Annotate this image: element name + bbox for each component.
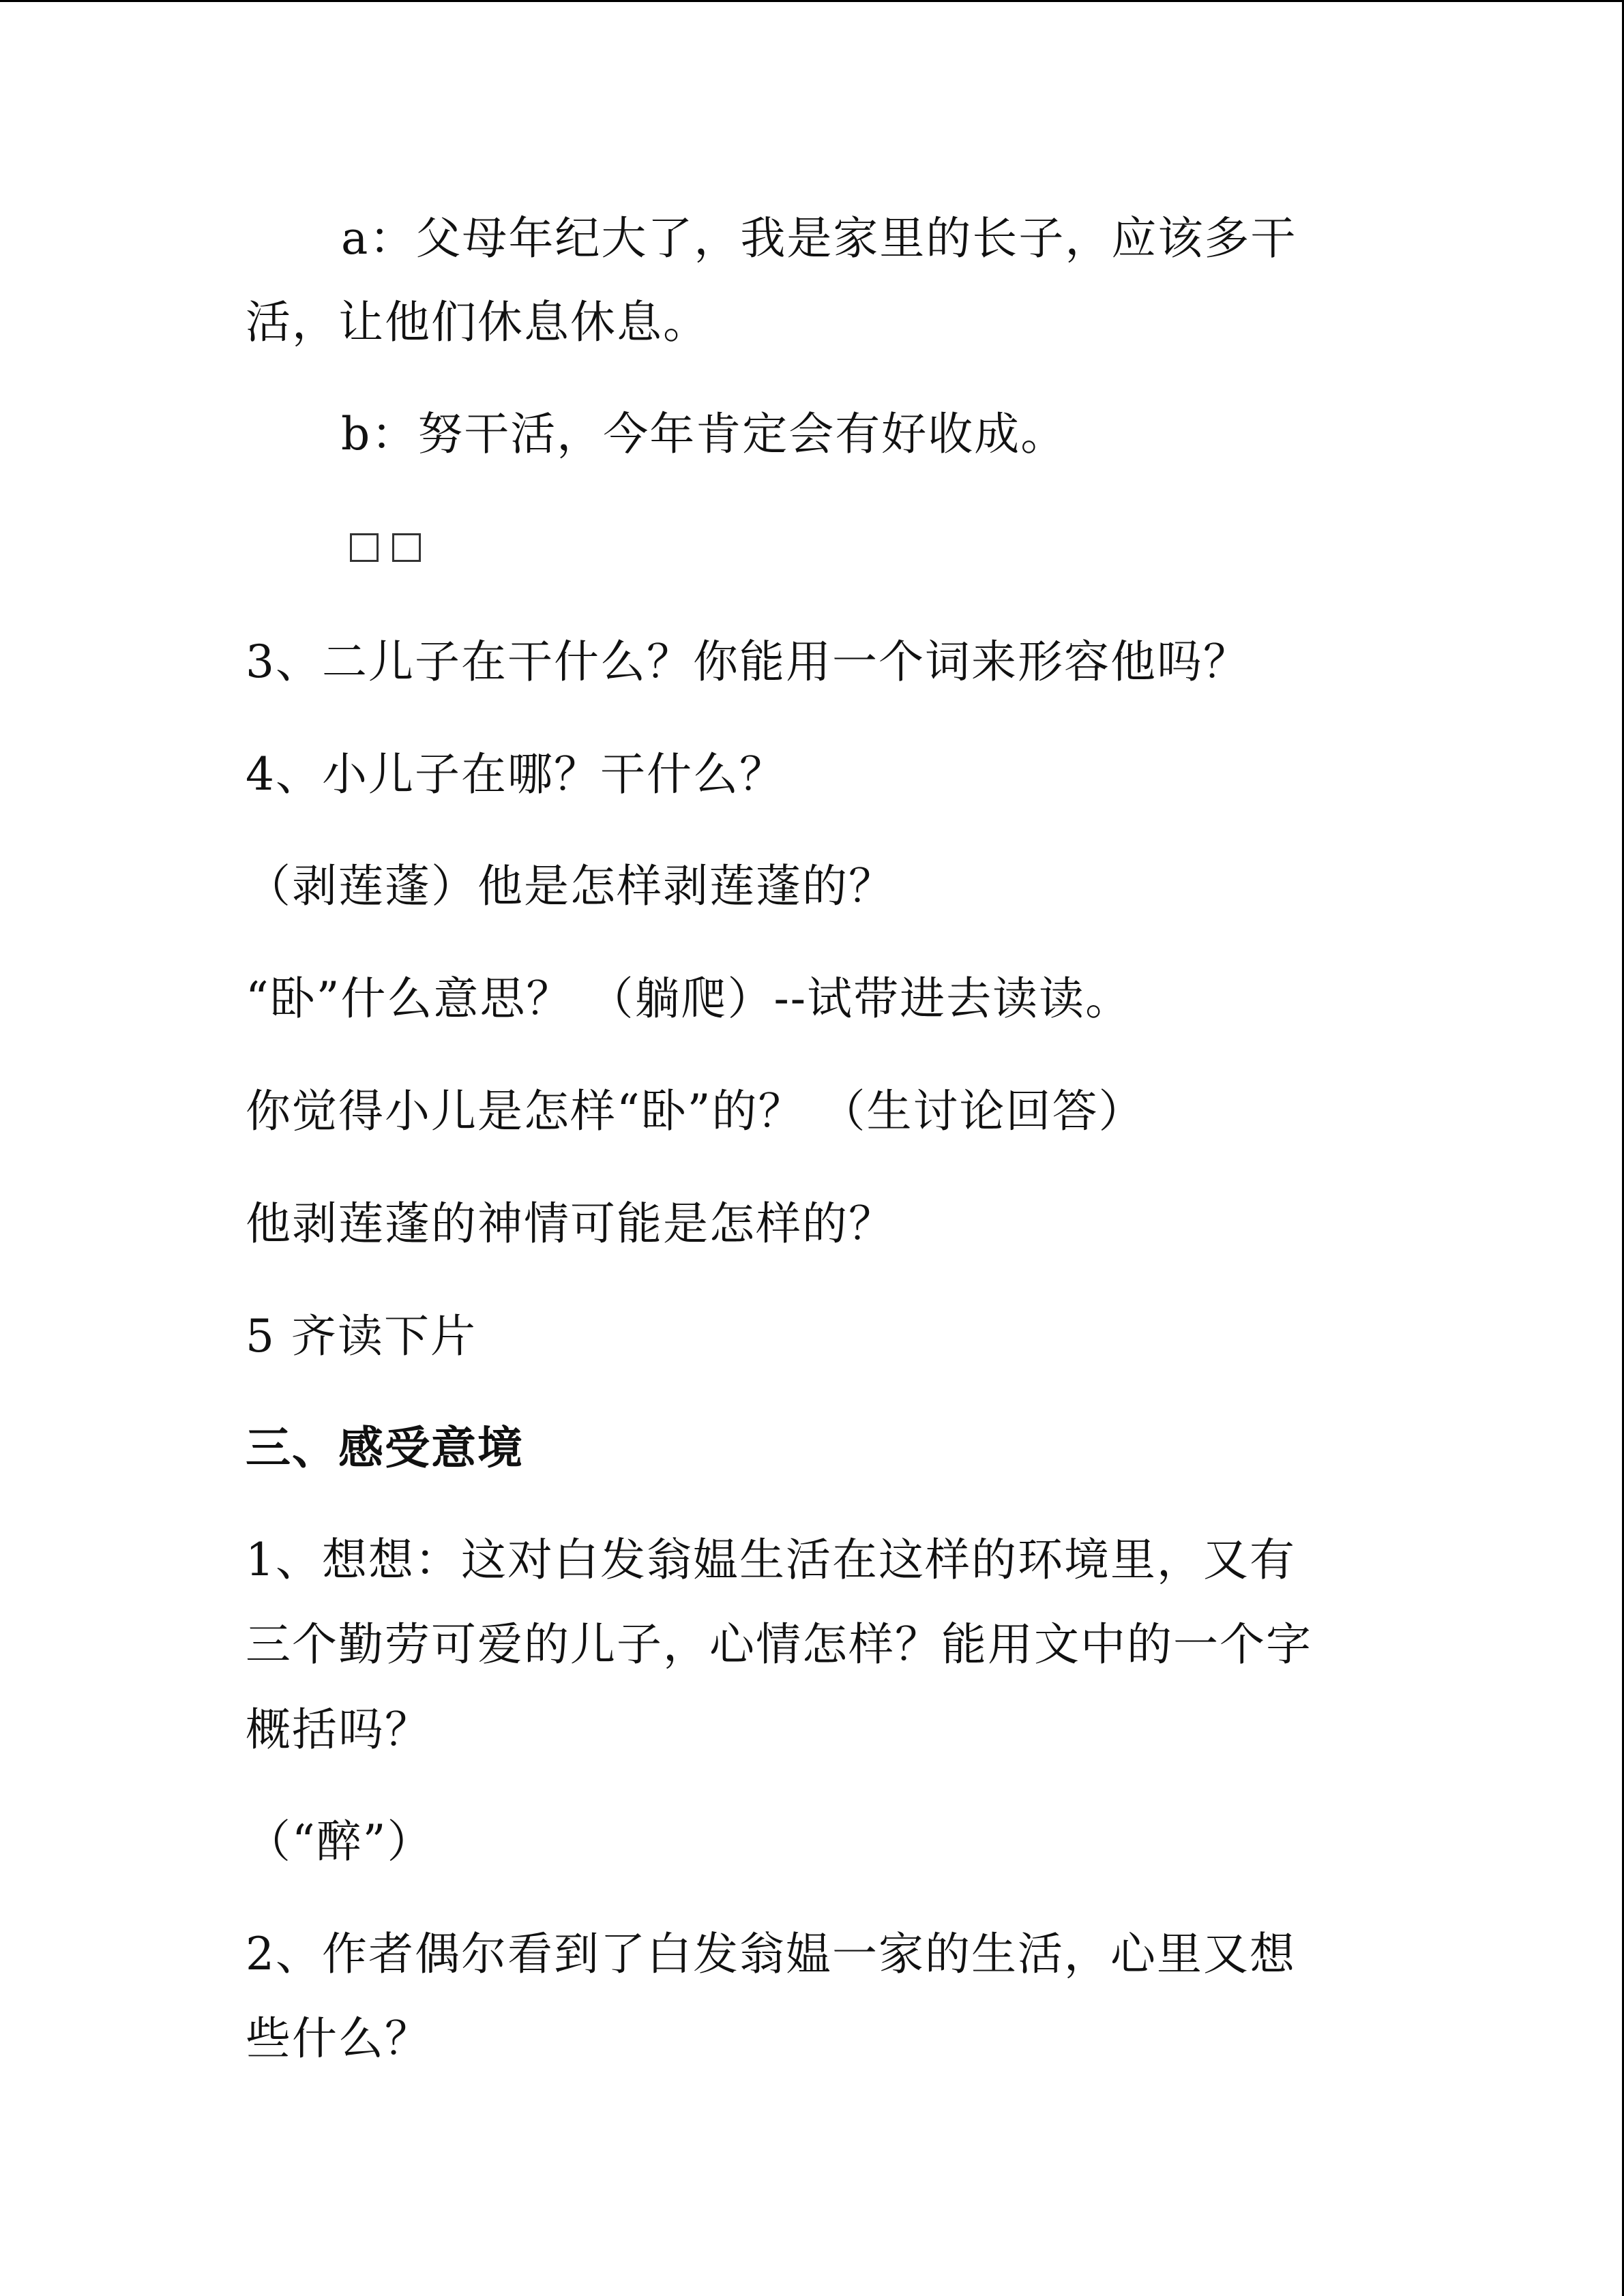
answer-a-line-2: 活，让他们休息休息。 xyxy=(246,296,709,348)
item-1-line-2: 三个勤劳可爱的儿子，心情怎样？能用文中的一个字 xyxy=(246,1618,1312,1671)
question-4-sub-1: （剥莲蓬）他是怎样剥莲蓬的？ xyxy=(246,860,895,912)
item-1-line-3: 概括吗？ xyxy=(246,1703,431,1756)
top-border xyxy=(0,0,1624,2)
item-1-line-1: 1、想想：这对白发翁媪生活在这样的环境里，又有 xyxy=(246,1534,1296,1586)
empty-box-icon xyxy=(392,533,421,562)
question-4: 4、小儿子在哪？干什么？ xyxy=(246,748,786,801)
answer-b: b：努干活，今年肯定会有好收成。 xyxy=(341,408,1067,460)
answer-a-line-1: a：父母年纪大了，我是家里的长子，应该多干 xyxy=(341,212,1297,265)
question-4-sub-3: 你觉得小儿是怎样“卧”的？ （生讨论回答） xyxy=(246,1085,1145,1137)
section-heading: 三、感受意境 xyxy=(246,1422,524,1474)
item-2-line-2: 些什么？ xyxy=(246,2012,431,2065)
placeholder-boxes xyxy=(350,533,421,562)
step-5: 5 齐读下片 xyxy=(246,1310,477,1362)
item-1-answer: （“醉”） xyxy=(246,1815,434,1868)
question-4-sub-4: 他剥莲蓬的神情可能是怎样的？ xyxy=(246,1197,895,1250)
item-2-line-1: 2、作者偶尔看到了白发翁媪一家的生活，心里又想 xyxy=(246,1928,1296,1980)
question-4-sub-2: “卧”什么意思？ （躺爬）--试带进去读读。 xyxy=(246,972,1132,1025)
empty-box-icon xyxy=(350,533,379,562)
question-3: 3、二儿子在干什么？你能用一个词来形容他吗？ xyxy=(246,636,1250,688)
